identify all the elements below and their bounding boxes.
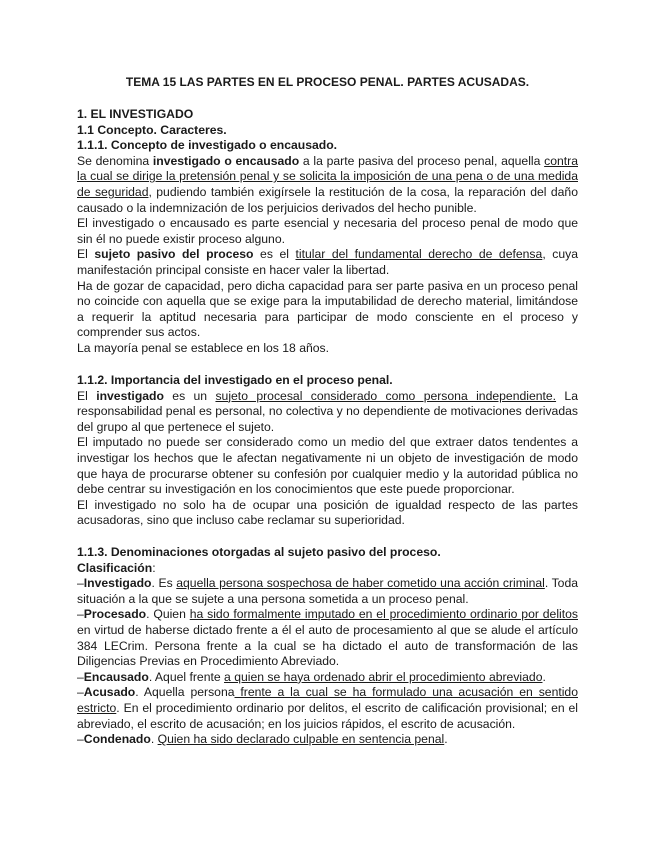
paragraph-importancia <box>77 389 578 436</box>
paragraph-concepto <box>77 154 578 216</box>
paragraph-mayoria-penal: La mayoría penal se establece en los 18 años. <box>77 340 330 355</box>
text: . Es <box>151 576 177 591</box>
text: El <box>77 247 95 262</box>
underlined-text: Quien ha sido declarado culpable en sentencia penal <box>157 732 445 747</box>
text: , cuya manifestación principal consiste en hacer valer la libertad. <box>77 247 578 277</box>
heading-1-1-2: 1.1.2. Importancia del investigado en el proceso penal. <box>77 373 393 387</box>
dash-bullet: – <box>77 685 84 700</box>
paragraph-parte-esencial: El investigado o encausado es parte esencial y necesaria del proceso penal de modo que sin él no puede existir proceso alguno. <box>77 216 578 246</box>
text: : <box>152 560 156 575</box>
text: . Toda situación a la que se sujete a una persona sometida a un proceso penal. <box>77 576 578 606</box>
underlined-text: titular del fundamental derecho de defensa <box>295 247 543 262</box>
text: . Aquel frente <box>148 669 225 684</box>
bold-term: Encausado <box>83 669 149 684</box>
bold-term: Investigado <box>83 576 152 591</box>
underlined-text: frente a la cual se ha formulado una acusación en sentido estricto <box>77 685 578 715</box>
clasificacion-label <box>77 561 578 577</box>
list-item-investigado <box>77 576 578 607</box>
section-denominaciones <box>77 545 578 748</box>
bold-term: Acusado <box>83 685 136 700</box>
text: El <box>77 388 97 403</box>
text: Se denomina <box>77 153 153 168</box>
bold-term: sujeto pasivo del proceso <box>94 247 254 262</box>
list-item-encausado <box>77 670 578 686</box>
bold-term: investigado <box>96 388 164 403</box>
underlined-text: sujeto procesal considerado como persona independiente. <box>215 388 557 403</box>
bold-term: Clasificación <box>77 560 153 575</box>
list-item-acusado <box>77 685 578 732</box>
text: . <box>150 732 158 747</box>
underlined-text: aquella persona sospechosa de haber cometido una acción criminal <box>176 576 545 591</box>
paragraph-sujeto-pasivo <box>77 247 578 278</box>
bold-term: Procesado <box>83 607 147 622</box>
paragraph-capacidad: Ha de gozar de capacidad, pero dicha capacidad para ser parte pasiva en un proceso penal no coincide con aquella que se exige para la imputabilidad de derecho material, limitándose a requerir la aptitud necesaria para participar de modo consciente en el proceso y comprender sus actos. <box>77 278 578 340</box>
dash-bullet: – <box>77 732 84 747</box>
page-title: TEMA 15 LAS PARTES EN EL PROCESO PENAL. PARTES ACUSADAS. <box>125 75 530 89</box>
paragraph-igualdad: El investigado no solo ha de ocupar una posición de igualdad respecto de las partes acusadoras, sino que incluso cabe reclamar su superioridad. <box>77 497 578 528</box>
text: . Aquella persona <box>135 685 235 700</box>
underlined-text: a quien se haya ordenado abrir el procedimiento abreviado <box>224 669 543 684</box>
text: en virtud de haberse dictado frente a él el auto de procesamiento al que se alude el artículo 384 LECrim. Persona frente a la cual se ha dictado el auto de transformación de las Diligencias Previas en Procedimiento Abreviado. <box>77 622 578 669</box>
text: . Quien <box>146 607 190 622</box>
underlined-text: contra la cual se dirige la pretensión penal y se solicita la imposición de una pena o de una medida de seguridad <box>77 153 578 199</box>
text: . <box>542 669 546 684</box>
section-investigado <box>77 107 578 357</box>
bold-term: Condenado <box>83 732 151 747</box>
heading-1: 1. EL INVESTIGADO <box>77 107 194 121</box>
dash-bullet: – <box>77 576 84 591</box>
dash-bullet: – <box>77 669 84 684</box>
underlined-text: ha sido formalmente imputado en el procedimiento ordinario por delitos <box>189 607 578 622</box>
heading-1-1-1: 1.1.1. Concepto de investigado o encausado. <box>77 138 338 153</box>
bold-term: investigado o encausado <box>152 153 300 168</box>
text: , pudiendo también exigírsele la restitución de la cosa, la reparación del daño causado o la indemnización de los perjuicios derivados del hecho punible. <box>77 184 578 215</box>
list-item-procesado <box>77 607 578 669</box>
text: . <box>444 732 448 747</box>
text: a la parte pasiva del proceso penal, aquella <box>299 153 545 168</box>
list-item-condenado <box>77 732 578 748</box>
text: es el <box>253 247 296 262</box>
text: . En el procedimiento ordinario por delitos, el escrito de calificación provisional; en el abreviado, el escrito de acusación; en los juicios rápidos, el escrito de acusación. <box>77 700 578 731</box>
paragraph-imputado: El imputado no puede ser considerado como un medio del que extraer datos tendentes a investigar los hechos que le afectan negativamente ni un objeto de investigación de modo que haya de procurarse obtener su confesión por cualquier medio y la autoridad pública no debe centrar su investigación en los conocimientos que este puede proporcionar. <box>77 435 578 497</box>
text: es un <box>163 388 216 403</box>
section-importancia <box>77 373 578 529</box>
dash-bullet: – <box>77 607 84 622</box>
heading-1-1-3: 1.1.3. Denominaciones otorgadas al sujeto pasivo del proceso. <box>77 545 441 559</box>
text: La responsabilidad penal es personal, no colectiva y no dependiente de motivaciones derivadas del grupo al que pertenece el sujeto. <box>77 388 578 434</box>
heading-1-1: 1.1 Concepto. Caracteres. <box>77 122 227 137</box>
